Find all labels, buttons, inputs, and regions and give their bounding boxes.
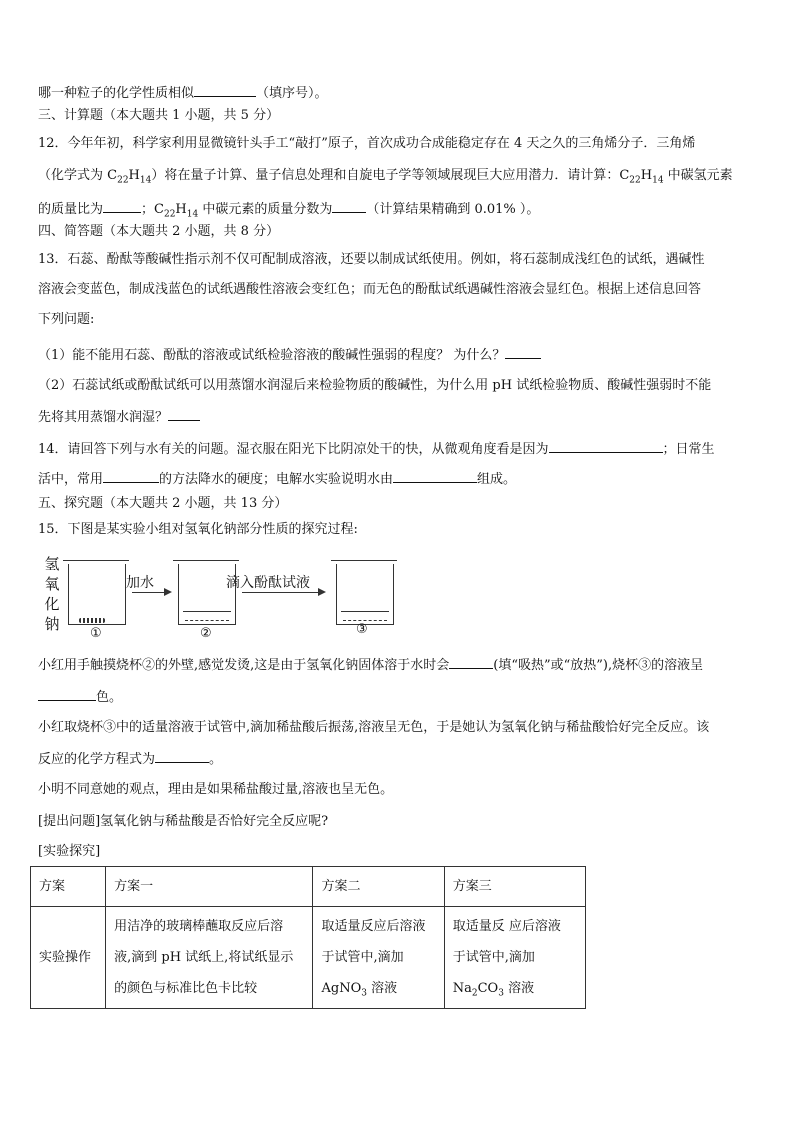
q13-part-2-line-1: （2）石蕊试纸或酚酞试纸可以用蒸馏水润湿后来检验物质的酸碱性，为什么用 pH 试纸检验物质、酸碱性强弱时不能 [38, 378, 712, 393]
q15-intro: 15．下图是某实验小组对氢氧化钠部分性质的探究过程: [38, 522, 358, 537]
section-4-title: 四、简答题（本大题共 2 小题，共 8 分） [38, 224, 280, 239]
step-2-label: 滴入酚酞试液 [226, 575, 310, 591]
q12-line-1: 12．今年年初，科学家利用显微镜针头手工“敲打”原子，首次成功合成能稳定存在 4 天之久的三角烯分子．三角烯 [38, 136, 696, 151]
table-cell: 用洁净的玻璃棒蘸取反应后溶 液,滴到 pH 试纸上,将试纸显示 的颜色与标准比色卡比较 [106, 907, 313, 1009]
answer-blank[interactable] [505, 344, 541, 359]
q14-line-1: 14．请回答下列与水有关的问题。湿衣服在阳光下比阴凉处干的快，从微观角度看是因为 ；日常生 [38, 438, 758, 460]
answer-blank[interactable] [332, 198, 366, 213]
experiment-diagram [38, 548, 398, 644]
table-header-cell: 方案一 [106, 867, 313, 907]
q15-para-1-line-2: 色。 [38, 686, 758, 708]
arrow-2 [242, 592, 324, 593]
beaker-3 [336, 564, 394, 625]
q15-explore-heading: [实验探究] [38, 844, 101, 859]
q14-line-2: 活中，常用 的方法降水的硬度；电解水实验说明水由 组成。 [38, 468, 758, 490]
answer-blank[interactable] [103, 198, 141, 213]
q15-para-2-line-1: 小红取烧杯③中的适量溶液于试管中,滴加稀盐酸后振荡,溶液呈无色，于是她认为氢氧化钠与稀盐酸恰好完全反应。该 [38, 720, 710, 735]
q12-line-3: 的质量比为 ；$C_{22}H_{14}$ 中碳元素的质量分数为 （计算结果精确到 0.01% ）。 [38, 198, 758, 220]
q12-line-2: （化学式为 $C_{22}H_{14}$）将在量子计算、量子信息处理和自旋电子学等领域展现巨大应用潜力．请计算：$C_{22}H_{14}$ 中碳氢元素 [38, 168, 733, 186]
reagent-label: 氢氧化钠 [44, 555, 60, 633]
q15-para-1-line-1: 小红用手触摸烧杯②的外壁,感觉发烫,这是由于氢氧化钠固体溶于水时会 (填“吸热”或“放热”),烧杯③的溶液呈 [38, 654, 758, 676]
q13-line-2: 溶液会变蓝色，制成浅蓝色的试纸遇酸性溶液会变红色；而无色的酚酞试纸遇碱性溶液会显红色。根据上述信息回答 [38, 282, 702, 297]
q15-para-2-line-2: 反应的化学方程式为 。 [38, 748, 758, 770]
q13-part-2-line-2: 先将其用蒸馏水润湿？ [38, 406, 758, 428]
beaker-2-number: ② [200, 626, 212, 641]
table-row [31, 907, 586, 1009]
answer-blank[interactable] [449, 654, 493, 669]
table-header-cell: 方案三 [444, 867, 585, 907]
table-header-row [31, 867, 586, 907]
beaker-1 [68, 564, 126, 625]
q15-para-3: 小明不同意她的观点，理由是如果稀盐酸过量,溶液也呈无色。 [38, 782, 394, 797]
answer-blank[interactable] [38, 686, 96, 701]
q13-part-1: （1）能不能用石蕊、酚酞的溶液或试纸检验溶液的酸碱性强弱的程度？ 为什么？ [38, 344, 758, 366]
answer-blank[interactable] [168, 406, 200, 421]
answer-blank[interactable] [194, 82, 256, 97]
q11-tail: 哪一种粒子的化学性质相似 （填序号）。 [38, 82, 758, 104]
arrow-1 [132, 592, 170, 593]
q13-line-1: 13．石蕊、酚酞等酸碱性指示剂不仅可配制成溶液，还要以制成试纸使用。例如，将石蕊制成浅红色的试纸，遇碱性 [38, 252, 705, 267]
table-row-label: 实验操作 [31, 907, 106, 1009]
beaker-3-number: ③ [356, 622, 368, 637]
beaker-1-number: ① [90, 626, 102, 641]
table-cell: 取适量反应后溶液 于试管中,滴加 AgNO$_3$ 溶液 [313, 907, 444, 1009]
solid-naoh [79, 618, 105, 623]
q15-question: [提出问题]氢氧化钠与稀盐酸是否恰好完全反应呢? [38, 814, 329, 829]
answer-blank[interactable] [155, 748, 209, 763]
answer-blank[interactable] [103, 468, 159, 483]
answer-blank[interactable] [549, 438, 663, 453]
q13-line-3: 下列问题: [38, 312, 95, 327]
table-header-cell: 方案二 [313, 867, 444, 907]
table-cell: 取适量反 应后溶液 于试管中,滴加 $Na_2CO_3$ 溶液 [444, 907, 585, 1009]
section-3-title: 三、计算题（本大题共 1 小题，共 5 分） [38, 108, 280, 123]
answer-blank[interactable] [393, 468, 477, 483]
section-5-title: 五、探究题（本大题共 2 小题，共 13 分） [38, 496, 288, 511]
experiment-plan-table [30, 866, 586, 1009]
step-1-label: 加水 [126, 575, 154, 591]
table-header-cell: 方案 [31, 867, 106, 907]
